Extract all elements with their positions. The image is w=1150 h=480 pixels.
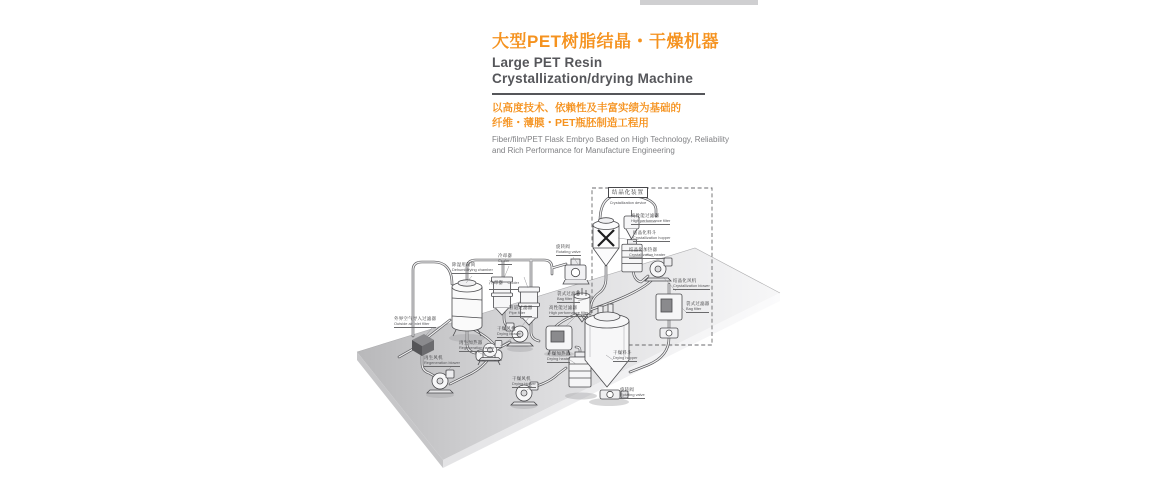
diagram-label-hp-filter-center: 高性能过滤器 High performance filter — [549, 305, 589, 315]
diagram-label-regen-heater: 再生加热器 Regeneration heater — [459, 340, 495, 350]
page-title-en — [492, 55, 762, 87]
page-title-en-line1: Large PET Resin — [492, 54, 603, 70]
diagram-label-drying-hopper: 干燥料斗 Drying hopper — [613, 350, 638, 360]
device-title-en: Crystallization device — [609, 199, 647, 205]
subtitle-en-line2: and Rich Performance for Manufacture Engineering — [492, 145, 675, 155]
diagram-label-cryst-hopper: 结晶化料斗 Crystallization hopper — [633, 230, 671, 240]
subtitle-en-line1: Fiber/film/PET Flask Embryo Based on High Technology, Reliability — [492, 135, 729, 145]
diagram-label-rotating-valve-bottom: 旋转阀 Rotating valve — [620, 387, 645, 397]
subtitle-zh-line1: 以高度技术、依赖性及丰富实绩为基础的 — [492, 101, 681, 114]
diagram-label-drying-heater: 干燥加热器 Drying heater — [547, 351, 571, 361]
diagram-label-bag-filter-center: 袋式过滤器 Bag filter — [557, 291, 581, 301]
diagram-label-cryst-heater: 结晶化加热器 Crystallization heater — [629, 247, 666, 257]
diagram-label-bag-filter-right: 袋式过滤器 Bag filter — [686, 301, 710, 311]
diagram-label-outside-air-filter: 外界空气导入过滤器 Outside air inlet filter — [394, 316, 437, 326]
subtitle-zh — [492, 101, 762, 133]
subtitle-en — [492, 135, 762, 157]
device-title-zh: 结晶化装置 — [608, 187, 648, 198]
diagram-label-cryst-blower: 结晶化风机 Crystallization blower — [673, 278, 710, 288]
header-divider — [492, 93, 705, 95]
diagram-label-drying-blower-1: 干燥风机 Drying blower — [497, 326, 521, 336]
diagram-label-cooler-1: 冷却器 Cooler — [498, 253, 513, 263]
page-title-zh: 大型PET树脂结晶・干燥机器 — [492, 32, 720, 51]
subtitle-zh-line2: 纤维・薄膜・PET瓶胚制造工程用 — [492, 117, 649, 130]
diagram-label-regen-blower: 再生风机 Regeneration blower — [424, 355, 460, 365]
diagram-label-drying-blower-2: 干燥风机 Drying blower — [512, 376, 536, 386]
header-block — [492, 33, 762, 157]
diagram-label-rotating-valve-top: 旋转阀 Rotating valve — [556, 244, 581, 254]
page-title-en-line2: Crystallization/drying Machine — [492, 70, 694, 86]
diagram-label-pipe-filter: 管道过滤器 Pipe filter — [509, 305, 533, 315]
diagram-label-cooler-2: 冷却器 Cooler — [489, 271, 519, 290]
crystallization-device-title — [608, 181, 648, 205]
diagram-label-hp-filter-cryst: 高性能过滤器 High performance filter — [631, 213, 671, 223]
diagram-label-dehumid-chamber: 除湿用转筒 Dehumidifying chamber — [452, 262, 493, 272]
